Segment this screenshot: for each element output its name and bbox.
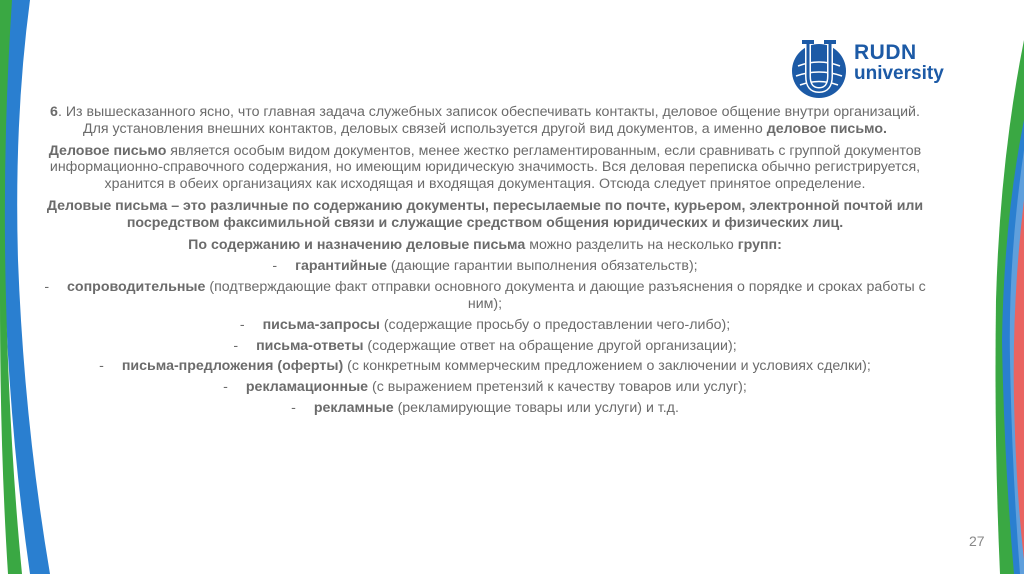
paragraph-text: . Из вышесказанного ясно, что главная задача служебных записок обеспечивать контакты, деловое общение внутри организаций. Для установления внешних контактов, деловых связей используется другой вид документов, а именно <box>57 104 920 137</box>
list-dash: - <box>223 379 228 396</box>
page-number: 27 <box>969 533 985 549</box>
logo-title: RUDN <box>854 41 917 64</box>
list-dash: - <box>99 358 104 375</box>
definition-text: Деловые письма – это различные по содержанию документы, пересылаемые по почте, курьером, электронной почтой или посредством факсимильной связи и служащие средством общения юридических и физических лиц. <box>46 197 924 231</box>
list-dash: - <box>44 279 50 296</box>
paragraph-1 <box>36 104 934 138</box>
list-dash: - <box>272 258 278 275</box>
list-item <box>36 258 934 275</box>
paragraph-4 <box>36 237 934 254</box>
slide-body <box>36 104 934 421</box>
list-desc: (рекламирующие товары или услуги) и т.д. <box>393 399 679 416</box>
paragraph-bold-start: Деловое письмо <box>48 142 167 159</box>
list-desc: (дающие гарантии выполнения обязательств); <box>386 258 698 275</box>
paragraph-text: является особым видом документов, менее жестко регламентированным, если сравнивать с группой документов информационно-справочного содержания, но имеющим юридическую значимость. Вся деловая переписка обычно регистрируется, хранится в обеих организациях как исходящая и входящая документация. Отсюда следует принятое определение. <box>49 142 922 193</box>
list-item <box>36 358 934 375</box>
list-item <box>36 279 934 313</box>
list-term: письма-предложения (оферты) <box>121 358 344 375</box>
definition-paragraph <box>36 198 934 232</box>
paragraph-bold-end: деловое письмо. <box>766 120 887 137</box>
list-dash: - <box>233 337 239 354</box>
paragraph-bold-end: групп: <box>737 236 782 253</box>
rudn-logo <box>788 38 988 104</box>
paragraph-number: 6 <box>50 104 58 120</box>
list-desc: (с выражением претензий к качеству товаров или услуг); <box>368 379 747 396</box>
list-item <box>36 400 934 417</box>
list-desc: (содержащие ответ на обращение другой организации); <box>363 337 737 354</box>
list-term: сопроводительные <box>67 279 206 296</box>
list-term: гарантийные <box>295 258 387 275</box>
list-item <box>36 317 934 334</box>
paragraph-text: можно разделить на несколько <box>525 236 738 253</box>
list-desc: (содержащие просьбу о предоставлении чего-либо); <box>379 316 731 333</box>
logo-subtitle: university <box>854 63 944 84</box>
paragraph-bold-start: По содержанию и назначению деловые письма <box>188 236 526 253</box>
list-item <box>36 338 934 355</box>
list-dash: - <box>239 316 245 333</box>
list-dash: - <box>291 399 296 416</box>
list-desc: (подтверждающие факт отправки основного документа и дающие разъяснения о порядке и сроках работы с ним); <box>205 279 926 312</box>
list-desc: (с конкретным коммерческим предложением о заключении и условиях сделки); <box>343 358 871 375</box>
paragraph-2 <box>36 143 934 193</box>
list-term: рекламационные <box>245 379 369 396</box>
list-item <box>36 379 934 396</box>
rudn-globe-icon <box>788 38 850 100</box>
list-term: письма-запросы <box>262 316 380 333</box>
list-term: рекламные <box>313 399 394 416</box>
list-term: письма-ответы <box>256 337 364 354</box>
